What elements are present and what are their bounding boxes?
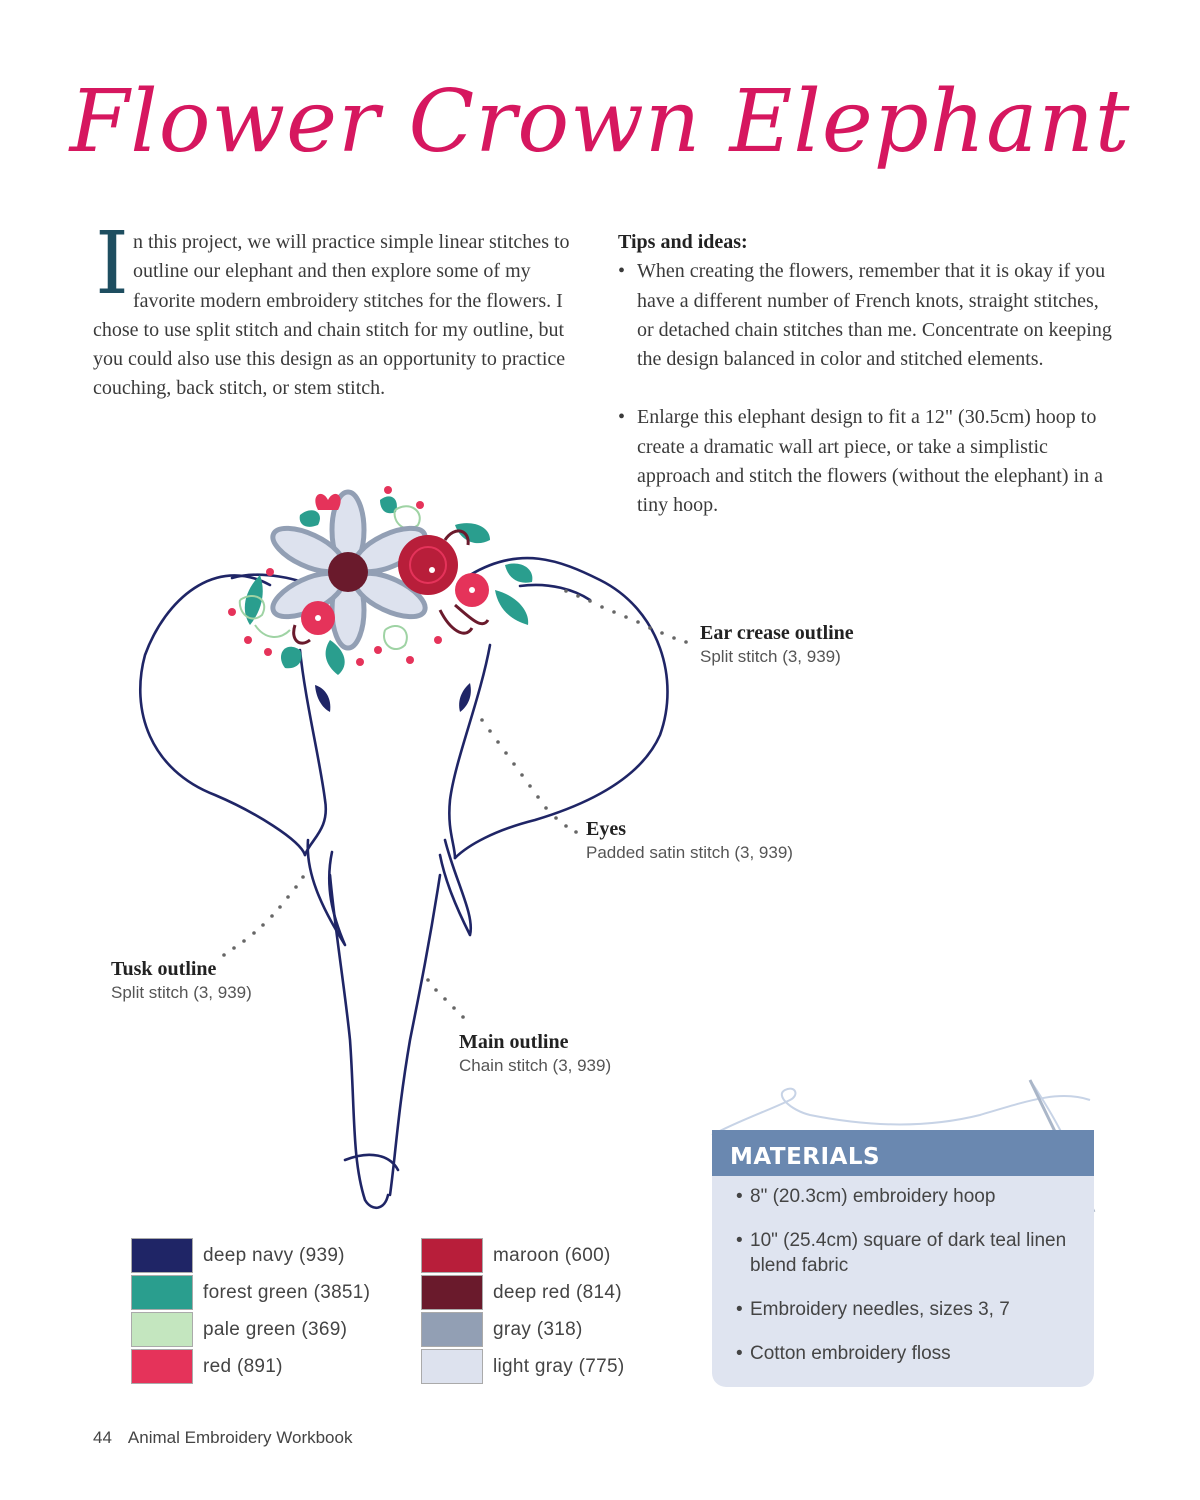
- left-eye: [315, 685, 330, 712]
- callout-title: Tusk outline: [111, 958, 217, 980]
- legend-label: deep navy (939): [203, 1244, 345, 1266]
- materials-item: • 10" (25.4cm) square of dark teal linen blend fabric: [736, 1228, 1078, 1278]
- color-swatch: [421, 1312, 483, 1347]
- callout-stitch: Split stitch (3, 939): [700, 647, 841, 666]
- legend-label: red (891): [203, 1355, 283, 1377]
- materials-item: • 8" (20.3cm) embroidery hoop: [736, 1184, 1078, 1209]
- tips-heading: Tips and ideas:: [618, 231, 748, 253]
- legend-label: pale green (369): [203, 1318, 348, 1340]
- elephant-outline: [140, 558, 667, 1208]
- tip-item: • When creating the flowers, remember that it is okay if you have a different number of French knots, straight stitches, or detached chain stitches than me. Concentrate on keeping the design balanced in color and stitched elements.: [618, 257, 1118, 374]
- page-footer: [93, 1428, 352, 1448]
- materials-box: [712, 1130, 1094, 1387]
- legend-item: [131, 1348, 283, 1385]
- legend-label: deep red (814): [493, 1281, 622, 1303]
- callout-title: Main outline: [459, 1031, 569, 1053]
- legend-label: maroon (600): [493, 1244, 611, 1266]
- callout-stitch: Split stitch (3, 939): [111, 983, 252, 1002]
- callout-eyes: [586, 817, 793, 865]
- legend-item: [421, 1348, 625, 1385]
- color-swatch: [421, 1275, 483, 1310]
- color-swatch: [421, 1238, 483, 1273]
- legend-item: [421, 1237, 611, 1274]
- callout-title: Ear crease outline: [700, 622, 854, 644]
- callout-stitch: Padded satin stitch (3, 939): [586, 843, 793, 862]
- right-eye: [459, 683, 471, 712]
- materials-item: • Embroidery needles, sizes 3, 7: [736, 1297, 1078, 1322]
- page-number: 44: [93, 1428, 112, 1447]
- color-swatch: [131, 1349, 193, 1384]
- materials-item: • Cotton embroidery floss: [736, 1341, 1078, 1366]
- book-title: Animal Embroidery Workbook: [127, 1428, 353, 1447]
- legend-item: [131, 1274, 370, 1311]
- callout-ear-crease: [700, 621, 854, 669]
- drop-cap: I: [95, 214, 129, 314]
- materials-list: [712, 1176, 1094, 1366]
- color-swatch: [421, 1349, 483, 1384]
- intro-text: n this project, we will practice simple linear stitches to outline our elephant and then explore some of my favorite modern embroidery stitches for the flowers. I chose to use split stitch and chain stitch for my outline, but you could also use this design as an opportunity to practice couching, back stitch, or stem stitch.: [93, 231, 570, 400]
- materials-heading: MATERIALS: [712, 1130, 1094, 1176]
- callout-title: Eyes: [586, 818, 626, 840]
- color-swatch: [131, 1312, 193, 1347]
- callout-main-outline: [459, 1030, 611, 1078]
- legend-item: [421, 1274, 622, 1311]
- legend-label: gray (318): [493, 1318, 583, 1340]
- color-swatch: [131, 1238, 193, 1273]
- legend-item: [131, 1237, 345, 1274]
- page-title: Flower Crown Elephant: [69, 72, 1131, 172]
- legend-label: forest green (3851): [203, 1281, 371, 1303]
- callout-tusk: [111, 957, 252, 1005]
- flower-crown: [228, 486, 532, 675]
- tip-item: • Enlarge this elephant design to fit a 12" (30.5cm) hoop to create a dramatic wall art piece, or take a simplistic approach and stitch the flowers (without the elephant) in a tiny hoop.: [618, 403, 1118, 520]
- legend-label: light gray (775): [493, 1355, 625, 1377]
- callout-stitch: Chain stitch (3, 939): [459, 1056, 612, 1075]
- legend-item: [131, 1311, 347, 1348]
- color-swatch: [131, 1275, 193, 1310]
- legend-item: [421, 1311, 583, 1348]
